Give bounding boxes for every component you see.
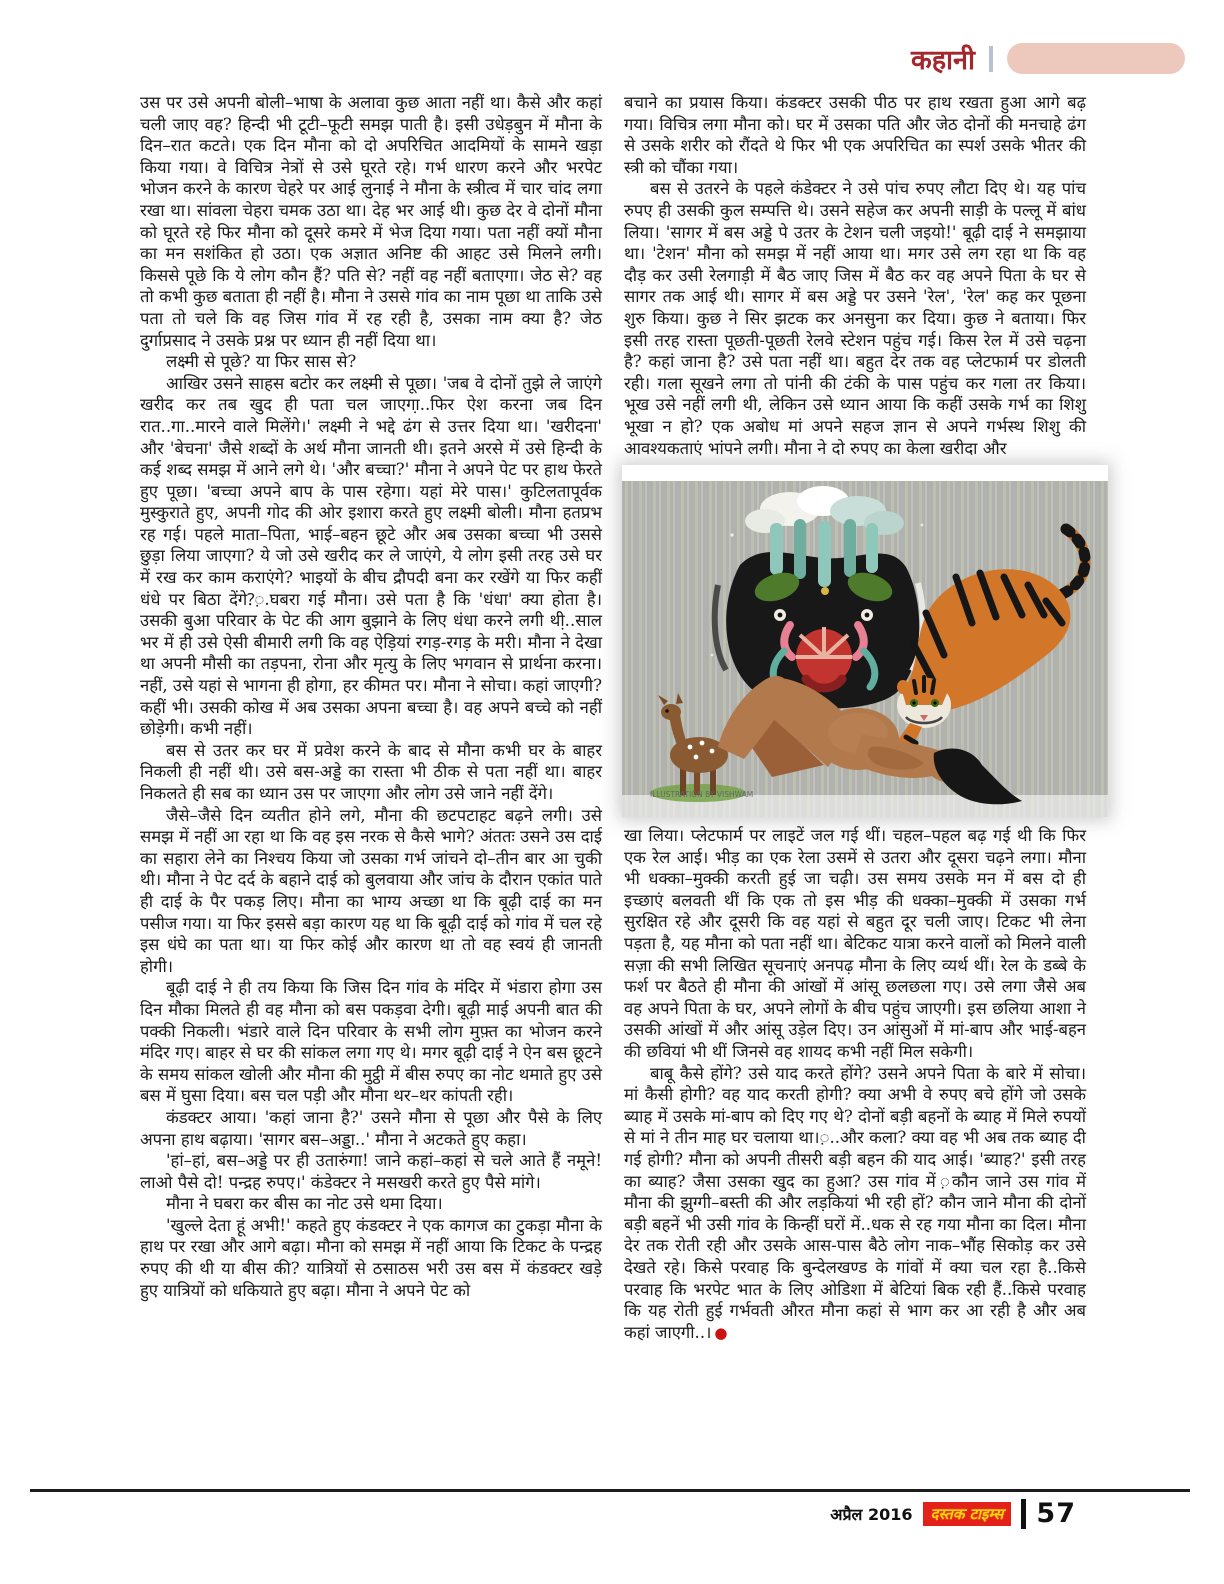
page-number: 57 xyxy=(1036,1498,1076,1529)
story-paragraph: बस से उतर कर घर में प्रवेश करने के बाद से मौना कभी घर के बाहर निकली ही नहीं थी। उसे बस-अड्डे का रास्ता भी ठीक से पता नहीं था। बाहर निकलते ही सब का ध्यान उस पर जाएगा और लोग उसे जाने नहीं देंगे। xyxy=(140,740,602,803)
story-paragraph: खा लिया। प्लेटफार्म पर लाइटें जल गई थीं। चहल–पहल बढ़ गई थी कि फिर एक रेल आई। भीड़ का एक रेला उसमें से उतरा और दूसरा चढ़ने लगा। मौना भी धक्का–मुक्की करती हुई जा चढ़ी। उस समय उसके मन में बस दो ही इच्छाएं बलवती थीं कि एक तो इस भीड़ की धक्का–मुक्की में उसका गर्भ सुरक्षित रहे और दूसरी कि वह यहां से बहुत दूर चली जाए। टिकट भी लेना पड़ता है, यह मौना को पता नहीं था। बेटिकट यात्रा करने वालों को मिलने वाली सज़ा की सभी लिखित सूचनाएं अनपढ़ मौना के लिए व्यर्थ थीं। रेल के डब्बे के फर्श पर बैठते ही मौना की आंखों में आंसू छलछला गए। उसे लगा जैसे अब वह अपने पिता के घर, अपने लोगों के बीच पहुंच जाएगी। इस छलिया आशा ने उसकी आंखों में और आंसू उड़ेल दिए। उन आंसुओं में मां-बाप और भाई-बहन की छवियां भी थीं जिनसे वह शायद कभी नहीं मिल सकेगी। xyxy=(624,826,1086,1062)
story-paragraph: उस पर उसे अपनी बोली–भाषा के अलावा कुछ आता नहीं था। कैसे और कहां चली जाए वह? हिन्दी भी टूटी–फूटी समझ पाती है। इसी उधेड़बुन में मौना के दिन–रात कटते। एक दिन मौना को दो अपरिचित आदमियों के सामने खड़ा किया गया। वे विचित्र नेत्रों से उसे घूरते रहे। गर्भ धारण करने और भरपेट भोजन करने के कारण चेहरे पर आई लुनाई ने मौना के स्त्रीत्व में चार चांद लगा रखा था। सांवला चेहरा चमक उठा था। देह भर आई थी। कुछ देर वे दोनों मौना को घूरते रहे फिर मौना को दूसरे कमरे में भेज दिया गया। पता नहीं क्यों मौना का मन सशंकित हो उठा। एक अज्ञात अनिष्ट की आहट उसे मिलने लगी। किससे पूछे कि ये लोग कौन हैं? पति से? नहीं वह नहीं बताएगा। जेठ से? वह तो कभी कुछ बताता ही नहीं है। मौना ने उससे गांव का नाम पूछा था ताकि उसे पता तो चले कि वह जिस गांव में रह रही है, उसका नाम क्या है? जेठ दुर्गाप्रसाद ने उसके प्रश्न पर ध्यान ही नहीं दिया था। xyxy=(140,93,602,350)
story-paragraph: मौना ने घबरा कर बीस का नोट उसे थमा दिया। xyxy=(166,1194,443,1214)
left-column xyxy=(140,92,602,1344)
story-paragraph: बचाने का प्रयास किया। कंडक्टर उसकी पीठ पर हाथ रखता हुआ आगे बढ़ गया। विचित्र लगा मौना को। घर में उसका पति और जेठ दोनों की मनचाहे ढंग से उसके शरीर को रौंदते थे फिर भी एक अपरिचित का स्पर्श उसके भीतर की स्त्री को चौंका गया। xyxy=(624,93,1086,177)
header-divider xyxy=(989,46,993,72)
page-header xyxy=(911,40,1185,77)
footer-rule xyxy=(30,1489,1190,1492)
story-illustration xyxy=(622,465,1108,817)
story-paragraph: बूढ़ी दाई ने ही तय किया कि जिस दिन गांव के मंदिर में भंडारा होगा उस दिन मौका मिलते ही वह मौना को बस पकड़वा देगी। बूढ़ी माई अपनी बात की पक्की निकली। भंडारे वाले दिन परिवार के सभी लोग मुफ़्त का भोजन करने मंदिर गए। बाहर से घर की सांकल लगा गए थे। मगर बूढ़ी दाई ने ऐन बस छूटने के समय सांकल खोली और मौना की मुट्ठी में बीस रुपए का नोट थमाते हुए उसे बस में घुसा दिया। बस चल पड़ी और मौना थर–थर कांपती रही। xyxy=(140,978,602,1106)
story-paragraph: लक्ष्मी से पूछे? या फिर सास से? xyxy=(166,352,357,372)
page-footer xyxy=(830,1498,1076,1529)
issue-date: अप्रैल 2016 xyxy=(830,1504,913,1524)
story-paragraph: जैसे–जैसे दिन व्यतीत होने लगे, मौना की छटपटाहट बढ़ने लगी। उसे समझ में नहीं आ रहा था कि वह इस नरक से कैसे भागे? अंततः उसने उस दाई का सहारा लेने का निश्चय किया जो उसका गर्भ जांचने दो–तीन बार आ चुकी थी। मौना ने पेट दर्द के बहाने दाई को बुलवाया और जांच के दौरान एकांत पाते ही दाई के पैर पकड़ लिए। मौना का भाग्य अच्छा था कि बूढ़ी दाई का मन पसीज गया। या फिर इससे बड़ा कारण यह था कि बूढ़ी दाई को गांव में चल रहे इस धंघे का पता था। या फिर कोई और कारण था तो वह स्वयं ही जानती होगी। xyxy=(140,805,602,976)
illustration-credit: ILLUSTRATION BY VISHWAM xyxy=(650,790,754,800)
footer-divider xyxy=(1021,1499,1026,1529)
story-paragraph: बाबू कैसे होंगे? उसे याद करते होंगे? उसने अपने पिता के बारे में सोचा। मां कैसी होगी? वह याद करती होगी? क्या अभी वे रुपए बचे होंगे जो उसके ब्याह में उसके मां-बाप को दिए गए थे? दोनों बड़ी बहनों के ब्याह में मिले रुपयों से मां ने तीन माह घर चलाया था।़..और कला? क्या वह भी अब तक ब्याह दी गई होगी? मौना को अपनी तीसरी बड़ी बहन की याद आई। 'ब्याह?' इसी तरह का ब्याह? जैसा उसका खुद का हुआ? उस गांव में ़कौन जाने उस गांव में मौना की झुग्गी–बस्ती की और लड़कियां भी रही हों? कौन जाने मौना की दोनों बड़ी बहनें भी उसी गांव के किन्हीं घरों में..धक से रह गया मौना का दिल। मौना देर तक रोती रही और उसके आस-पास बैठे लोग नाक–भौंह सिकोड़ कर उसे देखते रहे। किसे परवाह कि बुन्देलखण्ड के गांवों में क्या चल रहा है..किसे परवाह कि भरपेट भात के लिए ओडिशा में बेटियां बिक रही हैं..किसे परवाह कि यह रोती हुई गर्भवती औरत मौना कहां से भाग कर आ रही है और अब कहां जाएगी..। ● xyxy=(624,1063,1086,1342)
story-paragraph: आखिर उसने साहस बटोर कर लक्ष्मी से पूछा। 'जब वे दोनों तुझे ले जाएंगे खरीद कर तब खुद ही पता चल जाएगा़..फिर ऐश करना जब दिन रात..गा..मारने वाले मिलेंगे।' लक्ष्मी ने भद्दे ढंग से उत्तर दिया था। 'खरीदना' और 'बेचना' जैसे शब्दों के अर्थ मौना जानती थी। इतने अरसे में उसे हिन्दी के कई शब्द समझ में आने लगे थे। 'और बच्चा?' मौना ने अपने पेट पर हाथ फेरते हुए पूछा। 'बच्चा अपने बाप के पास रहेगा। यहां मेरे पास।' कुटिलतापूर्वक मुस्कुराते हुए, अपनी गोद की ओर इशारा करते हुए लक्ष्मी बोली। मौना हतप्रभ रह गई। पहले माता–पिता, भाई–बहन छूटे और अब उसका बच्चा भी उससे छुड़ा लिया जाएगा? ये जो उसे खरीद कर ले जाएंगे, ये लोग इसी तरह उसे घर में रख कर काम कराएंगे? भाइयों के बीच द्रौपदी बना कर रखेंगे या फिर कहीं धंधे पर बिठा देंगे?़.घबरा गई मौना। उसे पता है कि 'धंधा' क्या होता है। उसकी बुआ परिवार के पेट की आग बुझाने के लिए धंधा करने लगी थी़..साल भर में ही उसे ऐसी बीमारी लगी कि वह ऐड़ियां रगड़-रगड़ के मरी। मौना ने देखा था अपनी मौसी का तड़पना, रोना और मृत्यु के लिए भगवान से प्रार्थना करना। नहीं, उसे यहां से भागना ही होगा, हर कीमत पर। मौना ने सोचा। कहां जाएगी? कहीं भी। उसकी कोख में अब उसका अपना बच्चा है। वह अपने बच्चे को नहीं छोड़ेगी। कभी नहीं। xyxy=(140,373,602,739)
story-paragraph: 'खुल्ले देता हूं अभी!' कहते हुए कंडक्टर ने एक कागज का टुकड़ा मौना के हाथ पर रखा और आगे बढ़ा। मौना को समझ में नहीं आया कि टिकट के पन्द्रह रुपए की थी या बीस की? यात्रियों से ठसाठस भरी उस बस में कंडक्टर खड़े हुए यात्रियों को धकियाते हुए बढ़ा। मौना ने अपने पेट को xyxy=(140,1215,602,1300)
story-paragraph: कंडक्टर आया। 'कहां जाना है?' उसने मौना से पूछा और पैसे के लिए अपना हाथ बढ़ाया। 'सागर बस–अड्डा़..' मौना ने अटकते हुए कहा। xyxy=(140,1107,602,1149)
story-body xyxy=(140,92,1087,1344)
story-paragraph: 'हां–हां, बस–अड्डे पर ही उतारुंगा! जाने कहां–कहां से चले आते हैं नमूने! लाओ पैसे दो! पन्द्रह रुपए।' कंडेक्टर ने मसखरी करते हुए पैसे मांगे। xyxy=(140,1151,602,1192)
story-end-marker: ● xyxy=(714,1323,728,1342)
section-label: कहानी xyxy=(910,45,975,76)
right-column xyxy=(624,92,1086,1344)
story-paragraph: बस से उतरने के पहले कंडेक्टर ने उसे पांच रुपए लौटा दिए थे। यह पांच रुपए ही उसकी कुल सम्पत्ति थे। उसने सहेज कर अपनी साड़ी के पल्लू में बांध लिया। 'सागर में बस अड्डे पे उतर के टेशन चली जइयो!' बूढ़ी दाई ने समझाया था। 'टेशन' मौना को समझ में नहीं आया था। मगर उसे लग रहा था कि वह दौड़ कर उसी रेलगाड़ी में बैठ जाए जिस में बैठ कर वह अपने पिता के घर से सागर तक आई थी। सागर में बस अड्डे पर उसने 'रेल', 'रेल' कह कर पूछना शुरु किया। कुछ ने सिर झटक कर अनसुना कर दिया। कुछ ने बताया। फिर इसी तरह रास्ता पूछती-पूछती रेलवे स्टेशन पहुंच गई। किस रेल में उसे चढ़ना है? कहां जाना है? उसे पता नहीं था। बहुत देर तक वह प्लेटफार्म पर डोलती रही। गला सूखने लगा तो पांनी की टंकी के पास पहुंच कर गला तर किया। भूख उसे नहीं लगी थी, लेकिन उसे ध्यान आया कि कहीं उसके गर्भ का शिशु भूखा न हो? एक अबोध मां अपने सहज ज्ञान से अपने गर्भस्थ शिशु की आवश्यकताएं भांपने लगी। मौना ने दो रुपए का केला खरीदा और xyxy=(624,179,1086,458)
header-pill-graphic xyxy=(1007,43,1185,74)
magazine-logo: दस्तक टाइम्स xyxy=(923,1502,1012,1526)
